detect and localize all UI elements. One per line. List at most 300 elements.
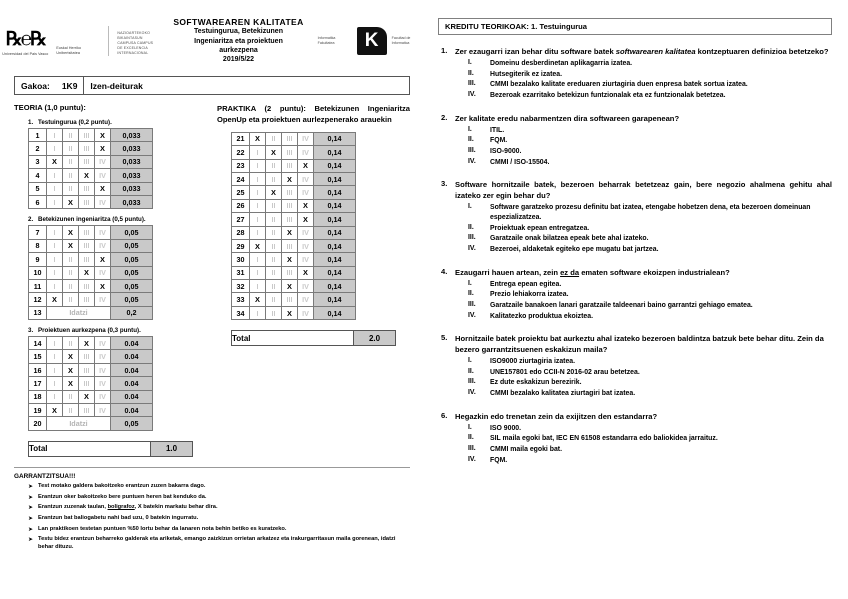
points-cell: 0,033 — [111, 142, 153, 155]
option-row[interactable] — [468, 80, 832, 90]
question-item — [438, 411, 832, 467]
answer-mark-cell[interactable]: X — [95, 182, 111, 195]
note-item — [28, 483, 410, 491]
option-cell-III[interactable]: III — [79, 129, 95, 142]
faculty-logo — [318, 27, 426, 55]
option-cell-III[interactable]: III — [79, 226, 95, 239]
option-row[interactable] — [468, 126, 832, 136]
option-cell-I[interactable]: I — [250, 280, 266, 293]
option-text: Ez dute eskakizun berezirik. — [490, 379, 582, 387]
option-row[interactable] — [468, 424, 832, 434]
question-body — [455, 113, 832, 169]
answer-mark-cell[interactable]: X — [298, 159, 314, 172]
option-row[interactable] — [468, 224, 832, 234]
points-cell: 0,14 — [314, 293, 356, 306]
option-cell-IV[interactable]: IV — [95, 404, 111, 417]
option-text: Prezio lehiakorra izatea. — [490, 291, 569, 299]
question-item — [438, 46, 832, 102]
option-text: ISO9000 ziurtagiria izatea. — [490, 358, 576, 366]
answer-mark-cell[interactable]: X — [282, 253, 298, 266]
question-number-cell: 24 — [232, 172, 250, 185]
table-row — [232, 280, 356, 293]
question-number-cell: 26 — [232, 199, 250, 212]
option-cell-III[interactable]: III — [282, 293, 298, 306]
option-cell-III[interactable]: III — [79, 293, 95, 306]
option-cell-III[interactable]: III — [282, 199, 298, 212]
option-row[interactable] — [468, 59, 832, 69]
option-cell-III[interactable]: III — [282, 186, 298, 199]
table-row — [29, 279, 153, 292]
option-cell-III[interactable]: III — [79, 279, 95, 292]
option-cell-III[interactable]: III — [282, 266, 298, 279]
option-cell-IV[interactable]: IV — [298, 226, 314, 239]
question-number-cell: 19 — [29, 404, 47, 417]
option-cell-III[interactable]: III — [79, 350, 95, 363]
praktika-answer-table-wrap — [217, 132, 410, 320]
option-cell-II[interactable]: II — [266, 306, 282, 319]
note-item — [28, 494, 410, 502]
option-roman-numeral: I. — [468, 59, 472, 66]
option-row[interactable] — [468, 312, 832, 322]
option-cell-I[interactable]: I — [47, 266, 63, 279]
option-roman-numeral: II. — [468, 136, 474, 144]
question-block — [438, 267, 832, 323]
option-text: CMMI bezalako kalitatea ziurtagiri bat izatea. — [490, 390, 636, 398]
option-row[interactable] — [468, 434, 832, 444]
subsection-label: Betekizunen ingeniaritza (0,5 puntu). — [38, 216, 146, 224]
question-number: 3. — [441, 179, 448, 189]
option-cell-I[interactable]: I — [250, 306, 266, 319]
question-text — [455, 179, 832, 201]
teoria-total-label: Total — [29, 441, 151, 456]
option-row[interactable] — [468, 378, 832, 388]
option-row[interactable] — [468, 389, 832, 399]
option-row[interactable] — [468, 301, 832, 311]
question-block — [438, 179, 832, 255]
option-cell-III[interactable]: III — [79, 377, 95, 390]
option-roman-numeral: I. — [468, 423, 472, 431]
option-cell-II[interactable]: II — [63, 337, 79, 350]
exam-title: SOFTWAREAREN KALITATEA — [173, 17, 304, 28]
option-cell-II[interactable]: II — [63, 390, 79, 403]
option-text: ISO 9000. — [490, 424, 522, 432]
option-cell-IV[interactable]: IV — [298, 253, 314, 266]
answer-mark-cell[interactable]: X — [282, 226, 298, 239]
table-row — [29, 417, 153, 430]
table-row — [232, 172, 356, 185]
points-cell: 0,14 — [314, 132, 356, 145]
option-cell-III[interactable]: III — [282, 146, 298, 159]
section-header-box — [438, 18, 832, 35]
teoria-total-value: 1.0 — [151, 441, 193, 456]
option-cell-I[interactable]: I — [250, 226, 266, 239]
option-roman-numeral: II. — [468, 223, 474, 231]
answer-mark-cell[interactable]: X — [250, 132, 266, 145]
answer-mark-cell[interactable]: X — [63, 377, 79, 390]
points-cell: 0,14 — [314, 213, 356, 226]
question-number-cell: 32 — [232, 280, 250, 293]
answer-mark-cell[interactable]: X — [63, 239, 79, 252]
table-row — [29, 337, 153, 350]
option-cell-III[interactable]: III — [79, 195, 95, 208]
option-cell-I[interactable]: I — [47, 363, 63, 376]
option-roman-numeral: III. — [468, 445, 476, 453]
question-number-cell: 30 — [232, 253, 250, 266]
points-cell: 0,033 — [111, 155, 153, 168]
option-text: Bezeroak ezarritako betekizun funtzionalak eta ez funtzionalak betetzea. — [490, 91, 726, 99]
table-row — [29, 155, 153, 168]
option-cell-IV[interactable]: IV — [95, 293, 111, 306]
option-cell-II[interactable]: II — [63, 279, 79, 292]
subsection-title — [28, 216, 207, 223]
option-cell-III[interactable]: III — [79, 363, 95, 376]
points-cell: 0,05 — [111, 293, 153, 306]
option-cell-III[interactable]: III — [79, 253, 95, 266]
points-cell: 0,14 — [314, 186, 356, 199]
notes-list — [14, 483, 410, 552]
option-cell-I[interactable]: I — [47, 350, 63, 363]
option-text: CMMI / ISO-15504. — [490, 158, 550, 166]
points-cell: 0.04 — [111, 350, 153, 363]
points-cell: 0,14 — [314, 280, 356, 293]
option-cell-IV[interactable]: IV — [95, 377, 111, 390]
option-cell-I[interactable]: I — [250, 199, 266, 212]
arrow-bullet-icon: ➤ — [28, 526, 34, 533]
subsection-number: 2. — [28, 216, 34, 224]
upv-glyph-icon: ℞℮℞ — [5, 28, 46, 50]
option-cell-I[interactable]: I — [47, 253, 63, 266]
answer-mark-cell[interactable]: X — [95, 253, 111, 266]
answer-mark-cell[interactable]: X — [250, 293, 266, 306]
answer-mark-cell[interactable]: X — [63, 226, 79, 239]
option-cell-IV[interactable]: IV — [298, 146, 314, 159]
option-row[interactable] — [468, 290, 832, 300]
option-text: SIL maila egoki bat, IEC EN 61508 estandarra edo baliokidea jarraituz. — [490, 435, 718, 443]
question-text — [455, 267, 832, 278]
table-row — [29, 182, 153, 195]
option-cell-II[interactable]: II — [266, 199, 282, 212]
option-cell-I[interactable]: I — [47, 142, 63, 155]
answer-mark-cell[interactable]: X — [95, 142, 111, 155]
option-cell-II[interactable]: II — [266, 132, 282, 145]
option-cell-IV[interactable]: IV — [95, 155, 111, 168]
option-cell-II[interactable]: II — [63, 404, 79, 417]
option-cell-IV[interactable]: IV — [298, 280, 314, 293]
question-number-cell: 12 — [29, 293, 47, 306]
option-cell-I[interactable]: I — [250, 213, 266, 226]
option-row[interactable] — [468, 234, 832, 244]
option-cell-I[interactable]: I — [47, 195, 63, 208]
option-cell-II[interactable]: II — [266, 266, 282, 279]
question-text-span: ez da — [560, 267, 580, 277]
option-cell-III[interactable]: III — [282, 132, 298, 145]
option-cell-II[interactable]: II — [63, 293, 79, 306]
option-cell-IV[interactable]: IV — [95, 337, 111, 350]
option-text: FQM. — [490, 137, 508, 145]
option-row[interactable] — [468, 245, 832, 255]
points-cell: 0,05 — [111, 239, 153, 252]
table-row — [29, 306, 153, 319]
question-text-span: Ezaugarri hauen artean, zein — [455, 267, 561, 277]
answer-mark-cell[interactable]: X — [95, 279, 111, 292]
option-cell-II[interactable]: II — [266, 280, 282, 293]
upv-name-es: Universidad del Pais Vasco — [2, 51, 49, 56]
points-cell: 0,2 — [111, 306, 153, 319]
answer-mark-cell[interactable]: X — [63, 363, 79, 376]
question-body — [455, 179, 832, 255]
option-cell-IV[interactable]: IV — [95, 195, 111, 208]
option-cell-II[interactable]: II — [63, 129, 79, 142]
note-text: Erantzun bat baliogabetu nahi bad uzu, 0 batekin ingurratu. — [38, 514, 199, 521]
question-number-cell: 17 — [29, 377, 47, 390]
option-cell-I[interactable]: I — [47, 337, 63, 350]
option-cell-III[interactable]: III — [282, 239, 298, 252]
question-number-cell: 13 — [29, 306, 47, 319]
important-notes — [14, 467, 410, 552]
option-cell-IV[interactable]: IV — [298, 306, 314, 319]
answer-mark-cell[interactable]: X — [47, 155, 63, 168]
option-list — [468, 126, 832, 168]
table-row — [232, 293, 356, 306]
answer-mark-cell[interactable]: X — [47, 404, 63, 417]
written-answer-cell[interactable]: Idatzi — [47, 417, 111, 430]
option-row[interactable] — [468, 357, 832, 367]
option-cell-I[interactable]: I — [47, 182, 63, 195]
option-cell-IV[interactable]: IV — [298, 172, 314, 185]
option-cell-II[interactable]: II — [63, 155, 79, 168]
option-text: ISO-9000. — [490, 147, 522, 155]
option-cell-I[interactable]: I — [250, 186, 266, 199]
option-list — [468, 59, 832, 101]
subsection-title — [28, 327, 207, 334]
question-number: 1. — [441, 46, 448, 55]
gakoa-bar — [14, 76, 410, 95]
question-number-cell: 3 — [29, 155, 47, 168]
question-body — [455, 267, 832, 323]
points-cell: 0,05 — [111, 266, 153, 279]
option-cell-III[interactable]: III — [282, 213, 298, 226]
option-cell-III[interactable]: III — [79, 404, 95, 417]
answer-mark-cell[interactable]: X — [63, 350, 79, 363]
option-cell-II[interactable]: II — [63, 266, 79, 279]
option-cell-III[interactable]: III — [79, 142, 95, 155]
answer-mark-cell[interactable]: X — [282, 306, 298, 319]
option-cell-IV[interactable]: IV — [95, 266, 111, 279]
option-cell-IV[interactable]: IV — [95, 226, 111, 239]
question-number-cell: 9 — [29, 253, 47, 266]
option-roman-numeral: I. — [468, 279, 472, 287]
teoria-total-table — [28, 441, 193, 457]
answer-mark-cell[interactable]: X — [47, 293, 63, 306]
subsection-label: Testuingurua (0,2 puntu). — [38, 119, 112, 126]
answer-mark-cell[interactable]: X — [266, 146, 282, 159]
question-text-span: Zer ezaugarri izan behar ditu software batek — [455, 47, 616, 56]
praktika-title: PRAKTIKA (2 puntu): Betekizunen Ingeniaritza OpenUp eta proiektuen aurlezpenerako arauekin — [217, 104, 410, 125]
option-cell-IV[interactable]: IV — [298, 239, 314, 252]
question-item — [438, 113, 832, 169]
points-cell: 0.04 — [111, 390, 153, 403]
table-row — [232, 186, 356, 199]
question-number: 4. — [441, 266, 448, 276]
option-cell-I[interactable]: I — [250, 146, 266, 159]
option-cell-I[interactable]: I — [250, 253, 266, 266]
option-cell-III[interactable]: III — [79, 239, 95, 252]
answer-mark-cell[interactable]: X — [79, 337, 95, 350]
option-cell-II[interactable]: II — [63, 182, 79, 195]
option-roman-numeral: IV. — [468, 90, 476, 98]
teoria-title: TEORIA (1,0 puntu): — [14, 103, 86, 112]
table-row — [232, 239, 356, 252]
answer-table — [231, 132, 356, 320]
note-text: Lan praktikoen testetan puntuen %50 lortu behar da lanaren nota behin betiko es kuratzeko. — [38, 525, 287, 532]
option-cell-III[interactable]: III — [282, 159, 298, 172]
option-cell-III[interactable]: III — [79, 155, 95, 168]
option-cell-II[interactable]: II — [266, 159, 282, 172]
option-roman-numeral: III. — [468, 146, 476, 154]
answer-mark-cell[interactable]: X — [298, 199, 314, 212]
question-text-span: kontzeptuaren definizioa betetzeko? — [695, 47, 829, 56]
note-item — [28, 504, 410, 512]
option-cell-I[interactable]: I — [47, 169, 63, 182]
question-text — [455, 113, 832, 124]
question-block — [438, 333, 832, 400]
arrow-bullet-icon: ➤ — [28, 483, 34, 490]
answer-mark-cell[interactable]: X — [79, 266, 95, 279]
answer-mark-cell[interactable]: X — [282, 280, 298, 293]
option-row[interactable] — [468, 445, 832, 455]
answer-mark-cell[interactable]: X — [250, 239, 266, 252]
answer-mark-cell[interactable]: X — [63, 195, 79, 208]
option-cell-IV[interactable]: IV — [95, 363, 111, 376]
answer-mark-cell[interactable]: X — [282, 172, 298, 185]
written-answer-cell[interactable]: Idatzi — [47, 306, 111, 319]
answer-table — [28, 128, 153, 209]
faculty-name-es: Facultad de Informatica — [391, 36, 411, 45]
option-row[interactable] — [468, 368, 832, 378]
option-cell-I[interactable]: I — [47, 129, 63, 142]
option-cell-IV[interactable]: IV — [95, 350, 111, 363]
option-roman-numeral: I. — [468, 203, 472, 211]
option-cell-IV[interactable]: IV — [95, 390, 111, 403]
option-row[interactable] — [468, 147, 832, 157]
table-row — [232, 146, 356, 159]
option-cell-II[interactable]: II — [266, 253, 282, 266]
answer-mark-cell[interactable]: X — [298, 213, 314, 226]
option-cell-IV[interactable]: IV — [298, 186, 314, 199]
question-list — [438, 46, 832, 466]
option-row[interactable] — [468, 158, 832, 168]
upv-name-eu: Euskal Herriko Unibertsitatea — [56, 46, 82, 55]
faculty-k-icon: K — [357, 27, 387, 55]
question-number-cell: 34 — [232, 306, 250, 319]
option-cell-I[interactable]: I — [47, 226, 63, 239]
question-number-cell: 2 — [29, 142, 47, 155]
gakoa-key-field — [15, 77, 84, 94]
question-item — [438, 267, 832, 323]
option-cell-IV[interactable]: IV — [95, 239, 111, 252]
option-cell-II[interactable]: II — [266, 226, 282, 239]
question-number: 6. — [441, 410, 448, 420]
option-cell-II[interactable]: II — [63, 253, 79, 266]
praktika-total-label: Total — [232, 331, 354, 346]
option-roman-numeral: III. — [468, 234, 476, 242]
table-row — [29, 350, 153, 363]
option-row[interactable] — [468, 91, 832, 101]
option-cell-IV[interactable]: IV — [95, 169, 111, 182]
option-roman-numeral: I. — [468, 125, 472, 133]
gakoa-label: Gakoa: — [21, 80, 50, 91]
option-cell-II[interactable]: II — [63, 142, 79, 155]
question-number-cell: 10 — [29, 266, 47, 279]
option-cell-I[interactable]: I — [250, 266, 266, 279]
teoria-column — [14, 103, 207, 457]
question-number-cell: 5 — [29, 182, 47, 195]
option-cell-II[interactable]: II — [266, 239, 282, 252]
question-number-cell: 31 — [232, 266, 250, 279]
option-roman-numeral: II. — [468, 290, 474, 298]
option-cell-II[interactable]: II — [266, 172, 282, 185]
option-cell-IV[interactable]: IV — [298, 293, 314, 306]
option-row[interactable] — [468, 280, 832, 290]
points-cell: 0.04 — [111, 404, 153, 417]
answer-mark-cell[interactable]: X — [266, 186, 282, 199]
table-row — [29, 226, 153, 239]
answer-mark-cell[interactable]: X — [95, 129, 111, 142]
option-row[interactable] — [468, 70, 832, 80]
points-cell: 0,14 — [314, 239, 356, 252]
option-cell-II[interactable]: II — [266, 213, 282, 226]
option-text: Software garatzeko prozesu definitu bat izatea, etengabe hobetzen dena, eta bezeroen domeinuan espezializatzea. — [490, 204, 811, 221]
option-list — [468, 357, 832, 399]
points-cell: 0.04 — [111, 377, 153, 390]
student-name-field[interactable] — [84, 77, 409, 94]
option-cell-I[interactable]: I — [47, 390, 63, 403]
arrow-bullet-icon: ➤ — [28, 515, 34, 522]
option-cell-III[interactable]: III — [79, 182, 95, 195]
option-row[interactable] — [468, 203, 832, 222]
arrow-bullet-icon: ➤ — [28, 537, 34, 544]
option-row[interactable] — [468, 456, 832, 466]
question-number-cell: 23 — [232, 159, 250, 172]
option-cell-I[interactable]: I — [47, 239, 63, 252]
option-text: Proiektuak epean entregatzea. — [490, 224, 590, 232]
option-cell-I[interactable]: I — [47, 279, 63, 292]
points-cell: 0,05 — [111, 226, 153, 239]
answer-mark-cell[interactable]: X — [79, 390, 95, 403]
option-cell-I[interactable]: I — [47, 377, 63, 390]
question-text-span: softwarearen kalitatea — [615, 47, 696, 56]
question-text-span: ematen software ekoizpen industrialean? — [579, 267, 730, 277]
option-row[interactable] — [468, 136, 832, 146]
question-number-cell: 1 — [29, 129, 47, 142]
option-cell-I[interactable]: I — [250, 172, 266, 185]
table-row — [29, 239, 153, 252]
question-number-cell: 28 — [232, 226, 250, 239]
option-cell-II[interactable]: II — [63, 169, 79, 182]
answer-mark-cell[interactable]: X — [298, 266, 314, 279]
teoria-subsections — [14, 119, 207, 431]
question-number-cell: 6 — [29, 195, 47, 208]
question-number: 2. — [441, 112, 448, 122]
answer-mark-cell[interactable]: X — [79, 169, 95, 182]
option-cell-IV[interactable]: IV — [298, 132, 314, 145]
question-number-cell: 22 — [232, 146, 250, 159]
exam-subtitle-3: aurkezpena — [219, 47, 258, 54]
question-number-cell: 8 — [29, 239, 47, 252]
arrow-bullet-icon: ➤ — [28, 505, 34, 512]
option-cell-II[interactable]: II — [266, 293, 282, 306]
option-cell-I[interactable]: I — [250, 159, 266, 172]
